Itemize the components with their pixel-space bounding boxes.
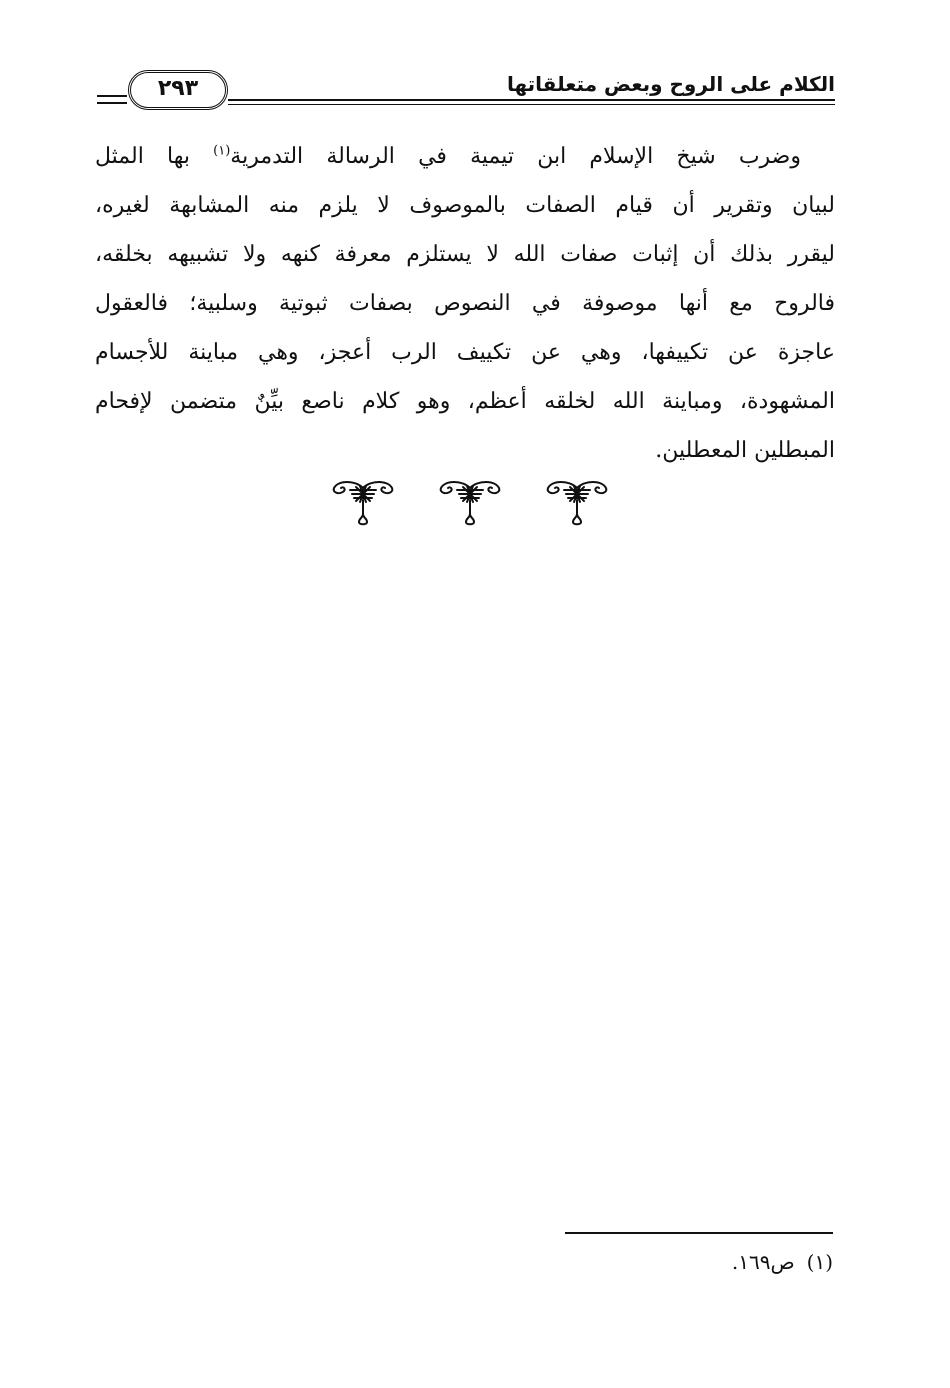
body-line bbox=[95, 132, 835, 181]
header-rule bbox=[228, 104, 835, 105]
header-stub-rule bbox=[97, 102, 127, 104]
body-line: المبطلين المعطلين. bbox=[655, 438, 835, 463]
floral-ornament-icon bbox=[544, 478, 610, 526]
footnote-number: (١) bbox=[806, 1250, 833, 1274]
running-title: الكلام على الروح وبعض متعلقاتها bbox=[506, 72, 835, 96]
body-line: لبيان وتقرير أن قيام الصفات بالموصوف لا يلزم منه المشابهة لغيره، bbox=[95, 193, 835, 218]
floral-ornament-icon bbox=[330, 478, 396, 526]
footnote bbox=[535, 1247, 833, 1277]
body-line: ليقرر بذلك أن إثبات صفات الله لا يستلزم معرفة كنهه ولا تشبيهه بخلقه، bbox=[95, 242, 835, 267]
body-line: فالروح مع أنها موصوفة في النصوص بصفات ثبوتية وسلبية؛ فالعقول bbox=[95, 291, 835, 316]
page-number: ٢٩٣ bbox=[128, 70, 228, 110]
floral-ornament-icon bbox=[437, 478, 503, 526]
body-line-text: وضرب شيخ الإسلام ابن تيمية في الرسالة التدمرية bbox=[230, 144, 801, 169]
footnote-rule bbox=[565, 1232, 833, 1234]
header-rule bbox=[228, 99, 835, 101]
body-line: المشهودة، ومباينة الله لخلقه أعظم، وهو كلام ناصع بيِّنٌ متضمن لإفحام bbox=[95, 389, 835, 414]
header-stub-rule bbox=[97, 95, 127, 97]
body-paragraph bbox=[95, 132, 835, 475]
section-end-ornaments bbox=[330, 478, 610, 526]
footnote-text: ص١٦٩. bbox=[731, 1250, 795, 1274]
footnote-reference: (١) bbox=[213, 143, 231, 159]
body-line-tail: بها المثل bbox=[95, 144, 214, 169]
body-line: عاجزة عن تكييفها، وهي عن تكييف الرب أعجز، وهي مباينة للأجسام bbox=[95, 340, 835, 365]
